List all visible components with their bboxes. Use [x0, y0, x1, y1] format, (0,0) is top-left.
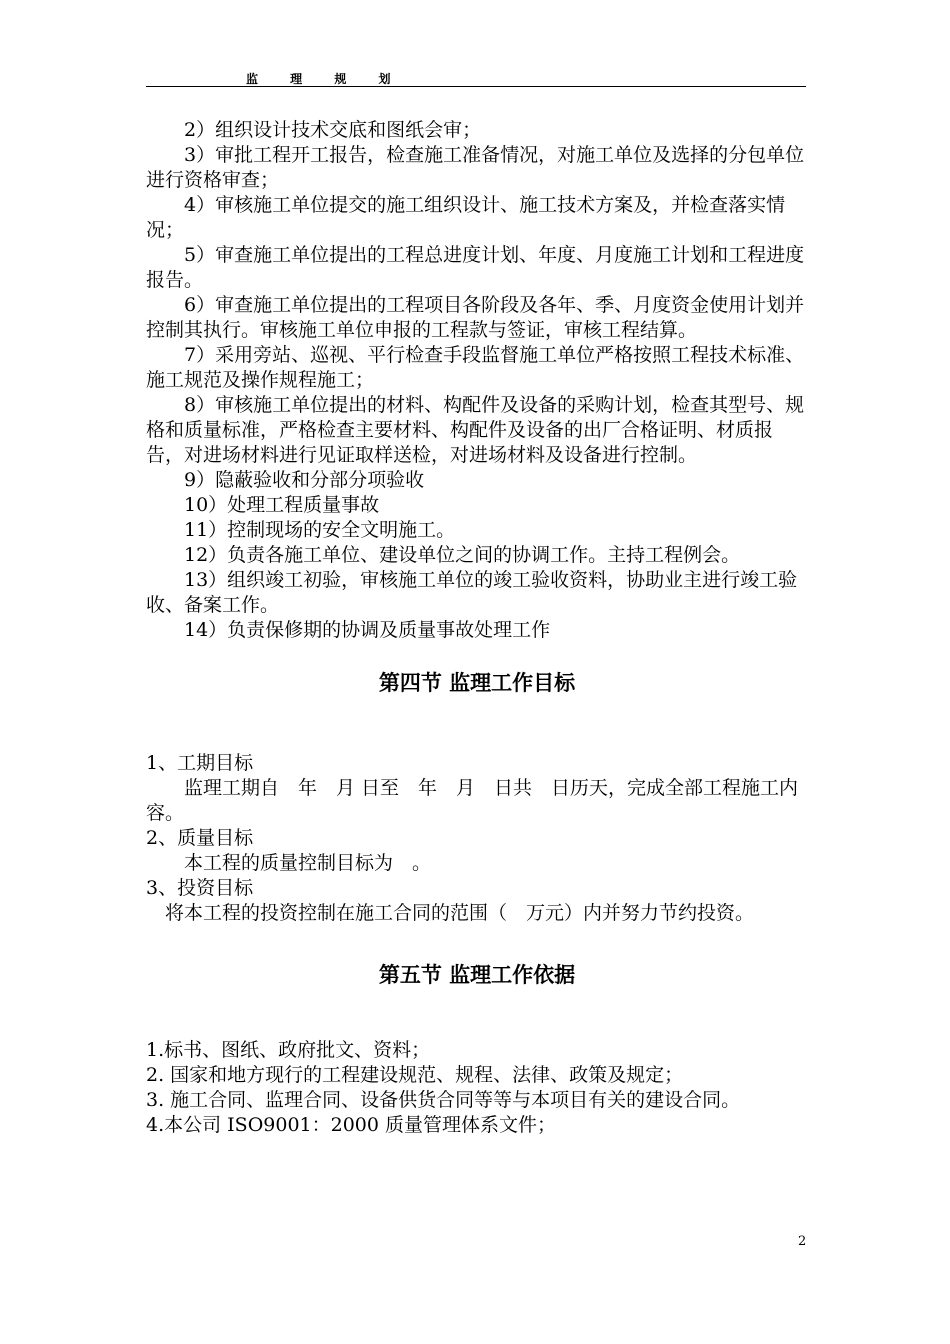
- section-4-title: 第四节 监理工作目标: [378, 671, 576, 695]
- duty-item: 6）审查施工单位提出的工程项目各阶段及各年、季、月度资金使用计划并控制其执行。审核施工单位申报的工程款与签证，审核工程结算。: [146, 294, 805, 341]
- basis-item: 1.标书、图纸、政府批文、资料；: [146, 1039, 431, 1061]
- duty-item: 14）负责保修期的协调及质量事故处理工作: [184, 619, 551, 641]
- duty-item: 13）组织竣工初验，审核施工单位的竣工验收资料，协助业主进行竣工验收、备案工作。: [146, 569, 798, 616]
- section-5-basis-list: [146, 1038, 808, 1138]
- basis-item: 4.本公司 ISO9001：2000 质量管理体系文件；: [146, 1114, 557, 1136]
- page-number: 2: [798, 1234, 807, 1249]
- supervision-duties-list: [146, 118, 808, 643]
- duty-item: 5）审查施工单位提出的工程总进度计划、年度、月度施工计划和工程进度报告。: [146, 244, 805, 291]
- duty-item: 12）负责各施工单位、建设单位之间的协调工作。主持工程例会。: [184, 544, 741, 566]
- basis-item: 2. 国家和地方现行的工程建设规范、规程、法律、政策及规定；: [146, 1064, 684, 1086]
- duty-item: 2）组织设计技术交底和图纸会审；: [184, 119, 482, 141]
- section-4-objectives: [146, 751, 808, 926]
- duty-item: 7）采用旁站、巡视、平行检查手段监督施工单位严格按照工程技术标准、施工规范及操作规程施工；: [146, 344, 805, 391]
- duty-item: 9）隐蔽验收和分部分项验收: [184, 469, 425, 491]
- quality-goal-text: 本工程的质量控制目标为 。: [184, 852, 432, 874]
- duty-item: 11）控制现场的安全文明施工。: [184, 519, 456, 541]
- duty-item: 10）处理工程质量事故: [184, 494, 380, 516]
- header-title: 监 理 规 划: [246, 72, 405, 86]
- schedule-goal-text: 监理工期自 年 月 日至 年 月 日共 日历天，完成全部工程施工内容。: [146, 777, 799, 824]
- quality-goal-heading: 2、质量目标: [146, 827, 254, 849]
- header-divider: [146, 86, 806, 87]
- basis-item: 3. 施工合同、监理合同、设备供货合同等等与本项目有关的建设合同。: [146, 1089, 741, 1111]
- schedule-goal-heading: 1、工期目标: [146, 752, 254, 774]
- document-body: [146, 118, 808, 1138]
- investment-goal-text: 将本工程的投资控制在施工合同的范围（ 万元）内并努力节约投资。: [165, 902, 755, 924]
- duty-item: 3）审批工程开工报告，检查施工准备情况，对施工单位及选择的分包单位进行资格审查；: [146, 144, 805, 191]
- section-5-title: 第五节 监理工作依据: [378, 963, 576, 987]
- investment-goal-heading: 3、投资目标: [146, 877, 254, 899]
- duty-item: 8）审核施工单位提出的材料、构配件及设备的采购计划，检查其型号、规格和质量标准，严格检查主要材料、构配件及设备的出厂合格证明、材质报告，对进场材料进行见证取样送检，对进场材料及设备进行控制。: [146, 394, 805, 466]
- duty-item: 4）审核施工单位提交的施工组织设计、施工技术方案及，并检查落实情况；: [146, 194, 786, 241]
